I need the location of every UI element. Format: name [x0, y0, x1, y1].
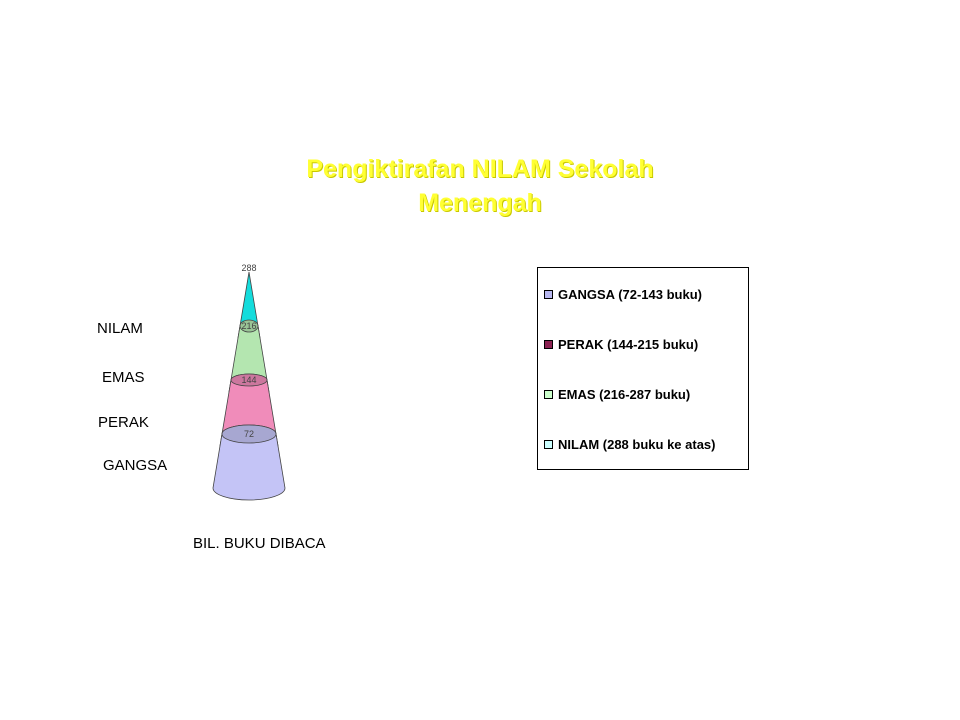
data-label-gangsa: 72 — [243, 429, 255, 439]
category-label-gangsa: GANGSA — [103, 457, 168, 474]
chart-title-line-2: Menengah — [418, 189, 542, 217]
data-label-perak: 144 — [241, 375, 257, 385]
x-axis-label: BIL. BUKU DIBACA — [193, 535, 326, 552]
chart-title-line-1: Pengiktirafan NILAM Sekolah — [306, 155, 654, 183]
legend — [537, 267, 749, 470]
legend-swatch-nilam — [544, 440, 553, 449]
legend-swatch-gangsa — [544, 290, 553, 299]
legend-label-nilam: NILAM (288 buku ke atas) — [558, 437, 716, 452]
legend-label-gangsa: GANGSA (72-143 buku) — [558, 287, 702, 302]
legend-item-perak — [544, 337, 698, 352]
legend-label-perak: PERAK (144-215 buku) — [558, 337, 699, 352]
data-label-nilam: 288 — [241, 263, 257, 273]
category-label-nilam: NILAM — [97, 320, 143, 337]
legend-item-gangsa — [544, 287, 702, 302]
legend-swatch-emas — [544, 390, 553, 399]
category-label-perak: PERAK — [98, 414, 149, 431]
data-label-emas: 216 — [241, 321, 257, 331]
legend-label-emas: EMAS (216-287 buku) — [558, 387, 691, 402]
legend-item-emas — [544, 387, 690, 402]
legend-item-nilam — [544, 437, 716, 452]
category-label-emas: EMAS — [102, 369, 145, 386]
legend-swatch-perak — [544, 340, 553, 349]
